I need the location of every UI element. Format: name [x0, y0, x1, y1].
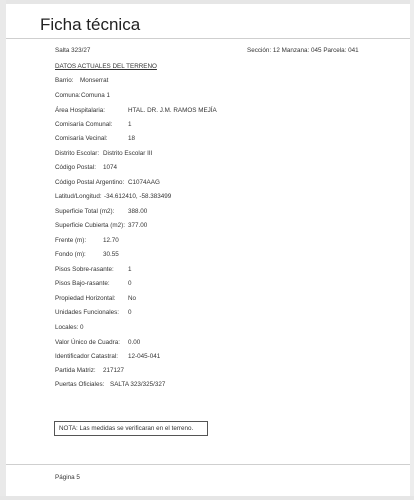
field-value: 0 — [80, 324, 84, 331]
page-frame-right — [410, 0, 414, 500]
page-number: Página 5 — [55, 474, 80, 481]
field-label: Valor Único de Cuadra: — [55, 339, 120, 346]
field-label: Fondo (m): — [55, 251, 86, 258]
field-value: C1074AAG — [128, 179, 160, 186]
footer-divider — [6, 464, 410, 465]
field-value: Monserrat — [80, 77, 109, 84]
note-box — [54, 421, 208, 436]
field-value: 377.00 — [128, 222, 148, 229]
header-divider — [6, 38, 410, 39]
field-label: Comisaría Comunal: — [55, 121, 113, 128]
field-value: 0 — [128, 309, 132, 316]
field-label: Puertas Oficiales: — [55, 381, 105, 388]
field-label: Pisos Sobre-rasante: — [55, 266, 114, 273]
field-value: 30.55 — [103, 251, 119, 258]
field-value: 1 — [128, 266, 132, 273]
field-label: Locales: — [55, 324, 79, 331]
field-label: Unidades Funcionales: — [55, 309, 120, 316]
field-value: Comuna 1 — [81, 92, 111, 99]
field-label: Superficie Total (m2): — [55, 208, 115, 215]
field-label: Latitud/Longitud: — [55, 193, 102, 200]
field-value: 0 — [128, 280, 132, 287]
field-value: 12.70 — [103, 237, 119, 244]
field-value: 18 — [128, 135, 136, 142]
field-label: Identificador Catastral: — [55, 353, 118, 360]
field-label: Superficie Cubierta (m2): — [55, 222, 125, 229]
field-label: Frente (m): — [55, 237, 87, 244]
field-label: Propiedad Horizontal: — [55, 295, 116, 302]
section-title: DATOS ACTUALES DEL TERRENO — [55, 63, 157, 70]
field-label: Barrio: — [55, 77, 74, 84]
field-label: Área Hospitalaria: — [55, 107, 106, 114]
field-label: Comisaría Vecinal: — [55, 135, 108, 142]
field-value: 0.00 — [128, 339, 141, 346]
field-value: -34.612410, -58.383499 — [104, 193, 172, 200]
field-label: Comuna: — [55, 92, 81, 99]
field-value: No — [128, 295, 137, 302]
field-label: Código Postal Argentino: — [55, 179, 125, 186]
cadastral-text: Sección: 12 Manzana: 045 Parcela: 041 — [247, 47, 359, 54]
page-frame-top — [0, 0, 414, 4]
page-title: Ficha técnica — [40, 15, 141, 34]
field-value: 388.00 — [128, 208, 148, 215]
field-value: 1 — [128, 121, 132, 128]
field-value: 12-045-041 — [128, 353, 161, 360]
field-value: 1074 — [103, 164, 118, 171]
field-value: 217127 — [103, 367, 125, 374]
field-label: Distrito Escolar: — [55, 150, 100, 157]
note-text: NOTA: Las medidas se verificaran en el terreno. — [59, 425, 194, 432]
field-value: HTAL. DR. J.M. RAMOS MEJÍA — [128, 107, 217, 114]
field-label: Partida Matriz: — [55, 367, 96, 374]
page-frame-left — [0, 0, 6, 500]
field-value: Distrito Escolar III — [103, 150, 153, 157]
field-label: Pisos Bajo-rasante: — [55, 280, 110, 287]
page-frame-bottom — [0, 496, 414, 500]
field-value: SALTA 323/325/327 — [110, 381, 166, 388]
field-label: Código Postal: — [55, 164, 96, 171]
address-text: Salta 323/27 — [55, 47, 91, 54]
